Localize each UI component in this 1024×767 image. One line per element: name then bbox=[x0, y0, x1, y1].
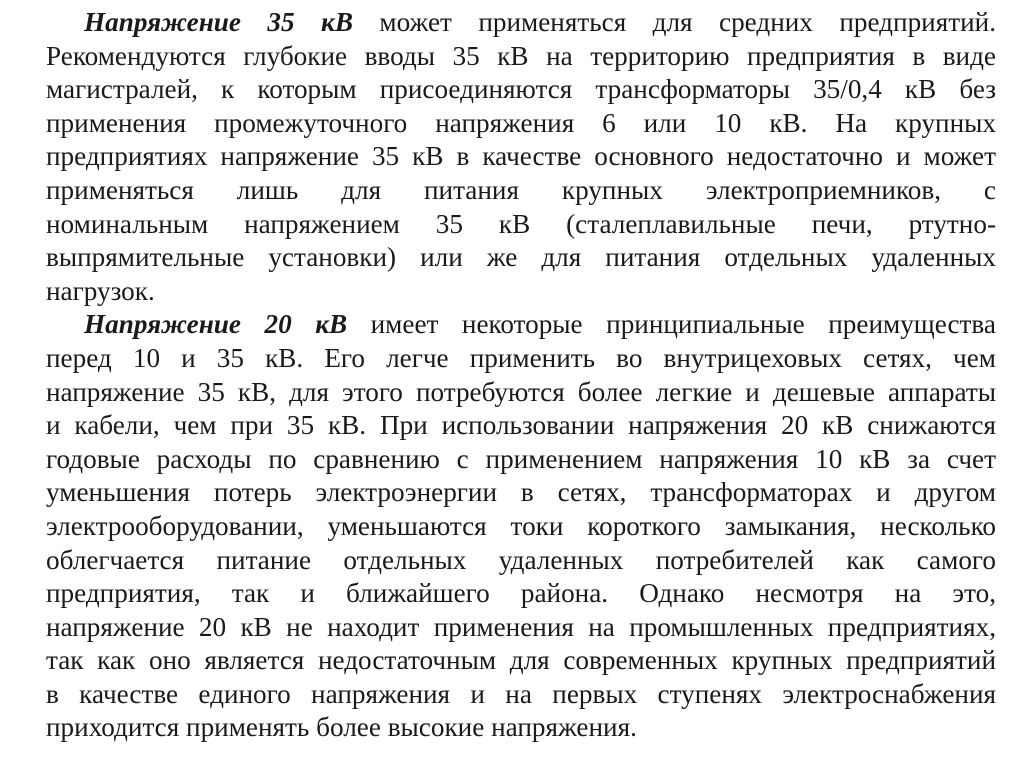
text-line: в качестве единого напряжения и на первых ступенях электроснабжения bbox=[46, 678, 996, 709]
text-line: магистралей, к которым присоединяются трансформаторы 35/0,4 кВ без bbox=[46, 74, 996, 105]
text-line: выпрямительные установки) или же для питания отдельных удаленных bbox=[46, 242, 996, 273]
paragraph-lead-35kv: Напряжение 35 кВ bbox=[84, 7, 353, 37]
document-page bbox=[46, 6, 996, 745]
text-line: электрооборудовании, уменьшаются токи короткого замыкания, несколько bbox=[46, 510, 996, 541]
text-line: номинальным напряжением 35 кВ (сталеплавильные печи, ртутно- bbox=[46, 208, 996, 239]
text-line: перед 10 и 35 кВ. Его легче применить во внутрицеховых сетях, чем bbox=[46, 342, 996, 373]
text-line: напряжение 20 кВ не находит применения на промышленных предприятиях, bbox=[46, 611, 996, 642]
text-line bbox=[46, 308, 996, 342]
text-line-content: может применяться для средних предприятий. bbox=[352, 7, 996, 37]
text-line: облегчается питание отдельных удаленных потребителей как самого bbox=[46, 544, 996, 575]
text-line: предприятия, так и ближайшего района. Однако несмотря на это, bbox=[46, 578, 996, 609]
text-line: предприятиях напряжение 35 кВ в качестве основного недостаточно и может bbox=[46, 141, 996, 172]
text-line: приходится применять более высокие напряжения. bbox=[46, 712, 637, 743]
text-line: уменьшения потерь электроэнергии в сетях, трансформаторах и другом bbox=[46, 477, 996, 508]
paragraph-20kv bbox=[46, 308, 996, 745]
text-line: применения промежуточного напряжения 6 или 10 кВ. На крупных bbox=[46, 107, 996, 138]
text-line: и кабели, чем при 35 кВ. При использовании напряжения 20 кВ снижаются bbox=[46, 410, 996, 441]
text-line-content: имеет некоторые принципиальные преимущества bbox=[347, 309, 996, 340]
text-line: нагрузок. bbox=[46, 275, 155, 306]
text-line: Рекомендуются глубокие вводы 35 кВ на территорию предприятия в виде bbox=[46, 40, 996, 71]
text-line: так как оно является недостаточным для современных крупных предприятий bbox=[46, 645, 996, 676]
text-line: годовые расходы по сравнению с применением напряжения 10 кВ за счет bbox=[46, 443, 996, 474]
text-line bbox=[46, 6, 996, 40]
text-line: напряжение 35 кВ, для этого потребуются более легкие и дешевые аппараты bbox=[46, 376, 996, 407]
text-line: применяться лишь для питания крупных электроприемников, с bbox=[46, 174, 996, 205]
paragraph-35kv bbox=[46, 6, 996, 308]
paragraph-lead-20kv: Напряжение 20 кВ bbox=[84, 309, 348, 340]
